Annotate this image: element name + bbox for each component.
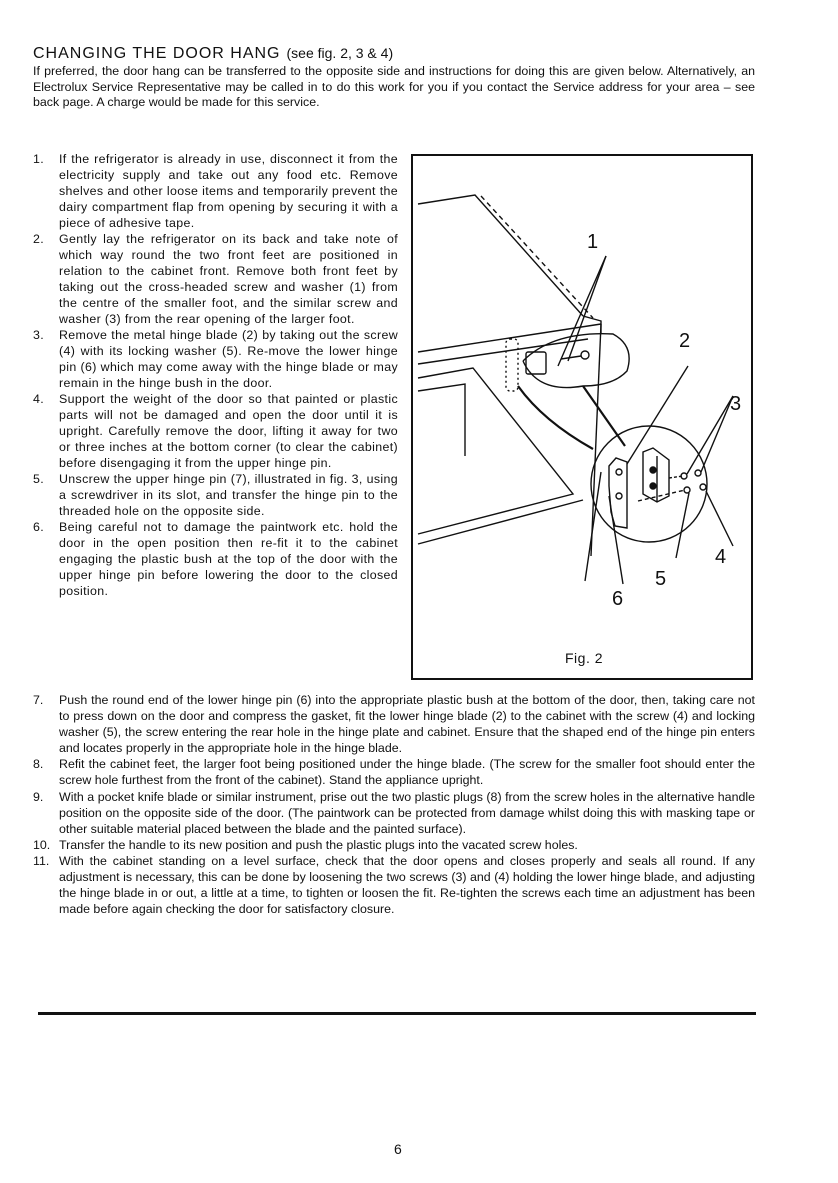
figure-2 xyxy=(411,154,753,680)
step-text: Push the round end of the lower hinge pin (6) into the appropriate plastic bush at the bottom of the door, then, taking care not to press down on the door and compress the gasket, fit the lower hinge blade (2) to the cabinet with the screw (4) and locking washer (5), the screw entering the rear hole in the hinge plate and cabinet. Ensure that the shaped end of the hinge pin enters and locates properly in the appropriate hole in the hinge blade. xyxy=(59,693,755,756)
callout-1: 1 xyxy=(587,231,599,253)
step-text: Being careful not to damage the paintwork etc. hold the door in the open position then re-fit it to the cabinet engaging the plastic bush at the top of the door with the upper hinge pin before lowering the door to the closed position. xyxy=(59,520,398,598)
steps-list-narrow xyxy=(33,151,398,599)
step-number: 11. xyxy=(33,853,50,868)
step-number: 5. xyxy=(33,472,45,486)
step-number: 9. xyxy=(33,789,44,804)
step-3 xyxy=(33,327,398,391)
step-text: Remove the metal hinge blade (2) by taking out the screw (4) with its locking washer (5). Re-move the lower hinge pin (6) which may come away with the hinge blade or may remain in the hinge bush in the door. xyxy=(59,328,398,390)
step-7 xyxy=(33,692,755,756)
steps-list-wide xyxy=(33,692,755,917)
step-text: If the refrigerator is already in use, disconnect it from the electricity supply and take out any food etc. Remove shelves and other loose items and temporarily prevent the dairy compartment flap from opening by securing it with a piece of adhesive tape. xyxy=(59,152,398,230)
step-number: 4. xyxy=(33,392,45,406)
callout-5: 5 xyxy=(655,568,667,590)
step-text: Refit the cabinet feet, the larger foot being positioned under the hinge blade. (The screw for the smaller foot should enter the screw hole furthest from the front of the cabinet). Stand the appliance upright. xyxy=(59,757,755,788)
step-9 xyxy=(33,789,755,837)
step-text: With a pocket knife blade or similar instrument, prise out the two plastic plugs (8) from the screw holes in the alternative handle position on the opposite side of the door. (The paintwork can be protected from damage whilst doing this with masking tape or other suitable material placed between the blade and the painted surface). xyxy=(59,789,755,836)
step-11 xyxy=(33,853,755,917)
intro-paragraph: If preferred, the door hang can be transferred to the opposite side and instructions for doing this are given below. Alternatively, an Electrolux Service Representative may be called in to do this work for you if you contact the Service address for your area – see back page. A charge would be made for this service. xyxy=(33,64,755,110)
step-text: Support the weight of the door so that painted or plastic parts will not be damaged and open the door until it is upright. Carefully remove the door, lifting it away for two or three inches at the bottom corner (to clear the cabinet) before disengaging it from the upper hinge pin. xyxy=(59,392,398,470)
step-number: 2. xyxy=(33,232,45,246)
step-10 xyxy=(33,837,755,853)
step-number: 3. xyxy=(33,328,45,342)
step-5 xyxy=(33,471,398,519)
heading-title: CHANGING THE DOOR HANG xyxy=(33,45,281,62)
figure-caption: Fig. 2 xyxy=(565,650,604,666)
page-number: 6 xyxy=(394,1141,402,1157)
step-text: Unscrew the upper hinge pin (7), illustrated in fig. 3, using a screwdriver in its slot, and transfer the hinge pin to the threaded hole on the opposite side. xyxy=(59,472,398,518)
step-number: 10. xyxy=(33,837,51,852)
bottom-divider xyxy=(38,1012,756,1015)
step-number: 1. xyxy=(33,152,45,166)
callout-3: 3 xyxy=(730,393,742,415)
step-2 xyxy=(33,231,398,327)
section-heading xyxy=(33,45,393,63)
callout-4: 4 xyxy=(715,546,727,568)
step-number: 6. xyxy=(33,520,45,534)
callout-6: 6 xyxy=(612,588,624,610)
step-text: With the cabinet standing on a level surface, check that the door opens and closes properly and seals all round. If any adjustment is necessary, this can be done by loosening the two screws (3) and (4) holding the lower hinge blade, and adjusting the hinge blade in or out, a little at a time, to tighten or loosen the fit. Re-tighten the screws each time an adjustment has been made before again checking the door for satisfactory closure. xyxy=(59,853,755,917)
step-text: Transfer the handle to its new position and push the plastic plugs into the vacated screw holes. xyxy=(59,837,578,852)
step-6 xyxy=(33,519,398,599)
hinge-diagram-illustration xyxy=(413,156,753,680)
heading-figure-reference: (see fig. 2, 3 & 4) xyxy=(286,45,394,61)
step-number: 8. xyxy=(33,757,44,772)
step-1 xyxy=(33,151,398,231)
step-text: Gently lay the refrigerator on its back and take note of which way round the two front feet are positioned in relation to the cabinet front. Remove both front feet by taking out the cross-headed screw and washer (1) from the centre of the smaller foot, and the similar screw and washer (3) from the rear opening of the larger foot. xyxy=(59,232,398,326)
step-4 xyxy=(33,391,398,471)
callout-2: 2 xyxy=(679,330,691,352)
step-8 xyxy=(33,756,755,788)
step-number: 7. xyxy=(33,693,44,707)
